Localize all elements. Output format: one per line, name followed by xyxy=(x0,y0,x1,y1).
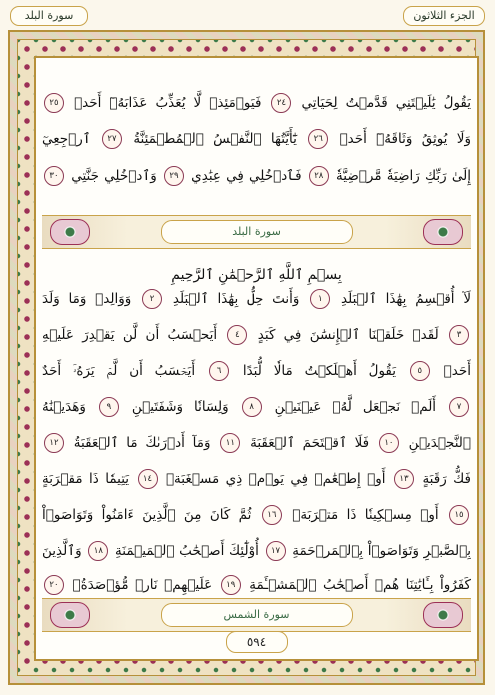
verse-line xyxy=(42,320,471,350)
verse-line xyxy=(42,500,471,530)
verse-text: ٱلنَّجۡدَيۡنِ xyxy=(408,435,471,451)
ornament-icon xyxy=(423,219,463,245)
verse-text: أَوۡ مِسۡكِينٗا ذَا مَتۡرَبَةٖ xyxy=(292,507,439,523)
ayah-number-marker: ١ xyxy=(310,289,330,309)
verse-text: فَيَوۡمَئِذٖ لَّا يُعَذِّبُ عَذَابَهُۥٓ أَحَدٞ xyxy=(74,95,262,111)
page-border xyxy=(8,30,485,685)
ayah-number-marker: ٣٠ xyxy=(44,166,64,186)
ayah-number-marker: ١٨ xyxy=(88,541,108,561)
verse-text: أَيَحۡسَبُ أَن لَّن يَقۡدِرَ عَلَيۡهِ xyxy=(42,327,218,343)
ayah-number-marker: ٤ xyxy=(227,325,247,345)
verse-line xyxy=(42,392,471,422)
ayah-number-marker: ٢٩ xyxy=(164,166,184,186)
verse-line xyxy=(42,356,471,386)
verse-text: أَيَحۡسَبُ أَن لَّمۡ يَرَهُۥٓ أَحَدٌ xyxy=(42,363,196,379)
surah-banner-top xyxy=(42,215,471,249)
ayah-number-marker: ١٢ xyxy=(44,433,64,453)
ayah-number-marker: ١٧ xyxy=(266,541,286,561)
ayah-number-marker: ١٠ xyxy=(379,433,399,453)
page-number: ٥٩٤ xyxy=(226,631,288,653)
verse-text: وَلِسَانٗا وَشَفَتَيۡنِ xyxy=(131,399,229,415)
ayah-number-marker: ٢٦ xyxy=(308,129,328,149)
ayah-number-marker: ٢ xyxy=(142,289,162,309)
surah-name-header: سورة البلد xyxy=(10,6,88,26)
verse-text: وَهَدَيۡنَٰهُ xyxy=(42,399,86,415)
ornament-icon xyxy=(423,602,463,628)
ayah-number-marker: ٢٧ xyxy=(102,129,122,149)
ayah-number-marker: ١٤ xyxy=(138,469,158,489)
ayah-number-marker: ١٦ xyxy=(262,505,282,525)
ayah-number-marker: ٧ xyxy=(449,397,469,417)
verse-text: وَٱلَّذِينَ xyxy=(42,543,82,559)
verse-text: ٱرۡجِعِيٓ xyxy=(42,131,91,147)
verse-text: فَكُّ رَقَبَةٍ xyxy=(422,471,471,487)
verse-text: بِٱلصَّبۡرِ وَتَوَاصَوۡاْ بِٱلۡمَرۡحَمَةِ xyxy=(292,543,471,559)
verse-text: فَٱدۡخُلِي فِي عِبَٰدِي xyxy=(191,168,302,184)
ayah-number-marker: ٥ xyxy=(410,361,430,381)
ayah-number-marker: ٢٥ xyxy=(44,93,64,113)
ayah-number-marker: ١٥ xyxy=(449,505,469,525)
verse-line xyxy=(42,284,471,314)
surah-banner-label: سورة البلد xyxy=(161,220,353,244)
verse-text: يَقُولُ أَهۡلَكۡتُ مَالٗا لُّبَدًا xyxy=(242,363,397,379)
surah-banner-label: سورة الشمس xyxy=(161,603,353,627)
verse-text: وَمَآ أَدۡرَىٰكَ مَا ٱلۡعَقَبَةُ xyxy=(73,435,211,451)
juz-name-header: الجزء الثلاثون xyxy=(403,6,485,26)
verse-text: أُوْلَٰٓئِكَ أَصۡحَٰبُ ٱلۡمَيۡمَنَةِ xyxy=(115,543,259,559)
verse-text: ثُمَّ كَانَ مِنَ ٱلَّذِينَ ءَامَنُواْ وَتَوَاصَوۡاْ xyxy=(42,507,252,523)
ayah-number-marker: ١٩ xyxy=(221,575,241,595)
verse-text: أَوۡ إِطۡعَٰمٞ فِي يَوۡمٖ ذِي مَسۡغَبَةٖ xyxy=(165,471,386,487)
ayah-number-marker: ١٣ xyxy=(394,469,414,489)
verse-line xyxy=(42,124,471,154)
verse-text: أَلَمۡ نَجۡعَل لَّهُۥ عَيۡنَيۡنِ xyxy=(274,399,437,415)
verse-line xyxy=(42,536,471,566)
verse-text: يَٰٓأَيَّتُهَا ٱلنَّفۡسُ ٱلۡمُطۡمَئِنَّةُ xyxy=(133,131,297,147)
ayah-number-marker: ٣ xyxy=(449,325,469,345)
verse-line xyxy=(42,88,471,118)
ayah-number-marker: ٢٠ xyxy=(44,575,64,595)
verse-line xyxy=(42,428,471,458)
verse-text: أَحَدٞ xyxy=(443,363,471,379)
verse-text: لَقَدۡ خَلَقۡنَا ٱلۡإِنسَٰنَ فِي كَبَدٍ xyxy=(257,327,439,343)
ayah-number-marker: ٨ xyxy=(242,397,262,417)
basmala: بِسۡمِ ٱللَّهِ ٱلرَّحۡمَٰنِ ٱلرَّحِيمِ xyxy=(171,267,342,283)
ayah-number-marker: ٦ xyxy=(209,361,229,381)
verse-text: عَلَيۡهِمۡ نَارٞ مُّؤۡصَدَةُۢ xyxy=(72,577,213,593)
verse-text: يَتِيمٗا ذَا مَقۡرَبَةٍ xyxy=(42,471,130,487)
verse-line xyxy=(42,464,471,494)
ayah-number-marker: ٢٨ xyxy=(309,166,329,186)
mushaf-page xyxy=(34,56,479,661)
verse-text: إِلَىٰ رَبِّكِ رَاضِيَةٗ مَّرۡضِيَّةٗ xyxy=(336,168,471,184)
verse-text: وَوَالِدٖ وَمَا وَلَدَ xyxy=(42,291,132,307)
verse-text: كَفَرُواْ بِـَٔايَٰتِنَا هُمۡ أَصۡحَٰبُ ٱلۡمَشۡـَٔمَةِ xyxy=(249,577,471,593)
verse-text: لَآ أُقۡسِمُ بِهَٰذَا ٱلۡبَلَدِ xyxy=(341,291,471,307)
verse-text: وَٱدۡخُلِي جَنَّتِي xyxy=(71,168,157,184)
verse-text: يَقُولُ يَٰلَيۡتَنِي قَدَّمۡتُ لِحَيَاتِي xyxy=(301,95,471,111)
ayah-number-marker: ٩ xyxy=(99,397,119,417)
surah-banner-bottom xyxy=(42,598,471,632)
ornament-icon xyxy=(50,219,90,245)
verse-text: فَلَا ٱقۡتَحَمَ ٱلۡعَقَبَةَ xyxy=(250,435,370,451)
verse-line xyxy=(42,570,471,600)
verse-line xyxy=(42,161,471,191)
ornament-icon xyxy=(50,602,90,628)
ayah-number-marker: ١١ xyxy=(220,433,240,453)
verse-text: وَأَنتَ حِلُّۢ بِهَٰذَا ٱلۡبَلَدِ xyxy=(172,291,300,307)
ayah-number-marker: ٢٤ xyxy=(271,93,291,113)
verse-text: وَلَا يُوثِقُ وَثَاقَهُۥٓ أَحَدٞ xyxy=(339,131,471,147)
